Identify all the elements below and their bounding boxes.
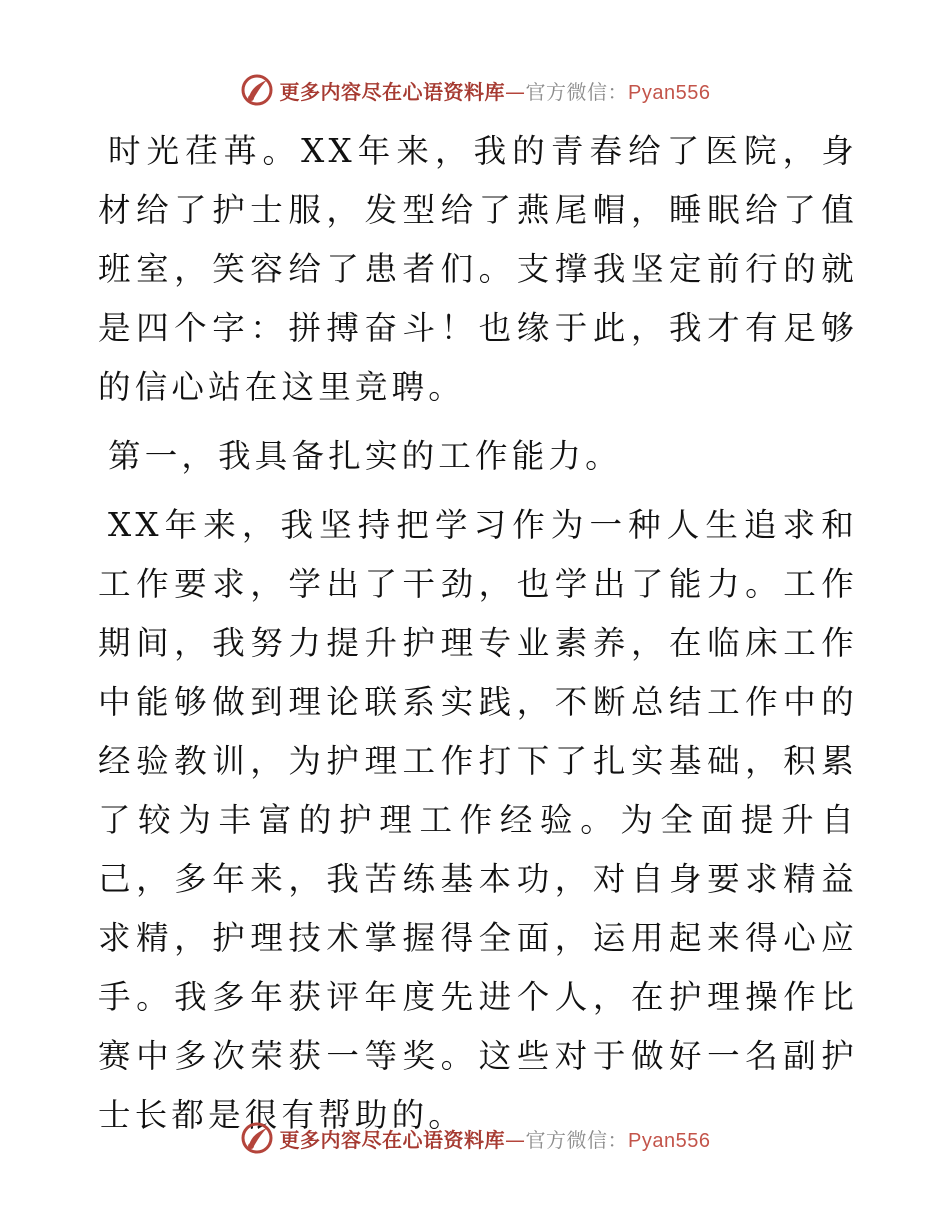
paragraph-heading-one: 第一，我具备扎实的工作能力。	[108, 437, 622, 475]
footer-banner	[0, 1118, 950, 1158]
banner-wechat-id: Pyan556	[628, 1129, 711, 1152]
banner-dash: —	[505, 1127, 526, 1152]
document-body	[98, 122, 858, 1155]
banner-text	[280, 1124, 711, 1153]
banner-dash: —	[505, 79, 526, 104]
banner-text	[280, 76, 711, 105]
banner-wechat-label: 官方微信：	[525, 1127, 629, 1152]
brand-logo-icon	[240, 73, 274, 107]
paragraph-work-ability: XX年来，我坚持把学习作为一种人生追求和工作要求，学出了干劲，也学出了能力。工作期间，我努力提升护理专业素养，在临床工作中能够做到理论联系实践，不断总结工作中的经验教训，为护理工作打下了扎实基础，积累了较为丰富的护理工作经验。为全面提升自己，多年来，我苦练基本功，对自身要求精益求精，护理技术掌握得全面，运用起来得心应手。我多年获评年度先进个人，在护理操作比赛中多次荣获一等奖。这些对于做好一名副护士长都是很有帮助的。	[98, 506, 858, 1134]
brand-logo-icon	[240, 1121, 274, 1155]
banner-brand: 更多内容尽在心语资料库	[279, 1127, 506, 1152]
paragraph-intro: 时光荏苒。XX年来，我的青春给了医院，身材给了护士服，发型给了燕尾帽，睡眠给了值班室，笑容给了患者们。支撑我坚定前行的就是四个字：拼搏奋斗！也缘于此，我才有足够的信心站在这里竞聘。	[98, 132, 858, 406]
header-banner	[0, 70, 950, 110]
banner-wechat-id: Pyan556	[628, 81, 711, 104]
banner-wechat-label: 官方微信：	[525, 79, 629, 104]
banner-brand: 更多内容尽在心语资料库	[279, 79, 506, 104]
